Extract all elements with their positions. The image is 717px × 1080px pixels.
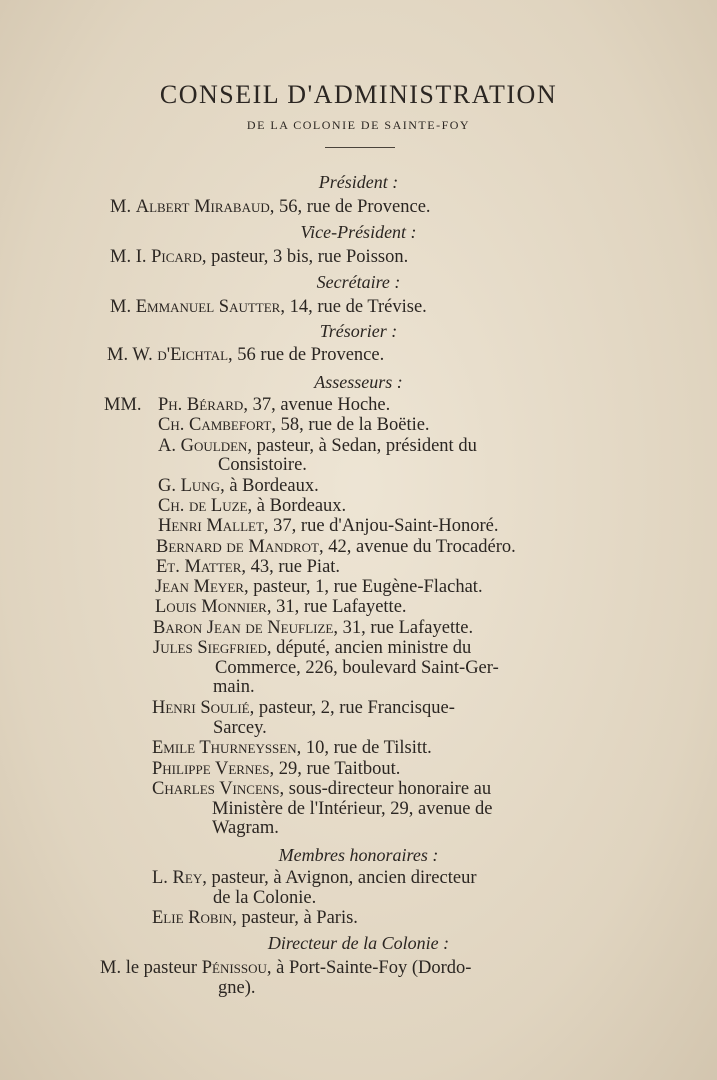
page-subtitle: DE LA COLONIE DE SAINTE-FOY bbox=[246, 118, 471, 132]
entry-name: Charles Vincens bbox=[152, 779, 280, 799]
entry-name: Jean Meyer bbox=[155, 577, 244, 597]
vice-president-heading: Vice-Président : bbox=[300, 222, 417, 242]
entry-rest: , à Bordeaux. bbox=[247, 496, 347, 516]
entry-name: Elie Robin bbox=[152, 908, 233, 928]
entry-name: L. Rey bbox=[152, 868, 203, 888]
entry-name: Ch. de Luze bbox=[158, 496, 248, 516]
title-divider bbox=[325, 147, 395, 148]
secretaire-entry bbox=[110, 297, 427, 317]
assesseur-entry bbox=[152, 738, 432, 758]
assesseur-entry bbox=[152, 779, 491, 799]
assesseur-entry bbox=[158, 415, 430, 435]
assesseur-entry bbox=[158, 496, 346, 516]
entry-rest: , pasteur, à Paris. bbox=[232, 908, 358, 928]
entry-name: G. Lung bbox=[158, 476, 221, 496]
entry-name: d'Eichtal bbox=[157, 345, 229, 365]
entry-rest: , à Port-Sainte-Foy (Dordo- bbox=[266, 958, 472, 978]
entry-continuation: gne). bbox=[218, 978, 256, 998]
entry-name: Philippe Vernes bbox=[152, 759, 270, 779]
entry-name: Albert Mirabaud bbox=[135, 197, 270, 217]
entry-continuation: de la Colonie. bbox=[213, 888, 317, 908]
entry-rest: , 37, rue d'Anjou-Saint-Honoré. bbox=[263, 516, 499, 536]
assesseur-entry bbox=[153, 638, 471, 658]
entry-name: Henri Soulié bbox=[152, 698, 250, 718]
tresorier-heading: Trésorier : bbox=[319, 321, 398, 341]
assesseur-entry bbox=[158, 516, 498, 536]
membres-honoraires-heading: Membres honoraires : bbox=[278, 845, 439, 865]
tresorier-entry bbox=[107, 345, 384, 365]
entry-rest: , pasteur, à Avignon, ancien directeur bbox=[202, 868, 477, 888]
president-heading: Président : bbox=[318, 172, 399, 192]
entry-continuation: Commerce, 226, boulevard Saint-Ger- bbox=[215, 658, 499, 678]
entry-rest: , 31, rue Lafayette. bbox=[266, 597, 407, 617]
entry-rest: , pasteur, 1, rue Eugène-Flachat. bbox=[243, 577, 483, 597]
entry-rest: , 29, rue Taitbout. bbox=[269, 759, 401, 779]
entry-rest: , pasteur, 3 bis, rue Poisson. bbox=[201, 247, 409, 267]
honoraire-entry bbox=[152, 868, 477, 888]
entry-rest: , à Bordeaux. bbox=[220, 476, 319, 496]
entry-name: Et. Matter bbox=[156, 557, 242, 577]
entry-name: Ch. Cambefort bbox=[158, 415, 272, 435]
entry-rest: , député, ancien ministre du bbox=[266, 638, 472, 658]
entry-rest: , pasteur, 2, rue Francisque- bbox=[249, 698, 455, 718]
assesseur-entry bbox=[158, 436, 594, 456]
entry-name: Louis Monnier bbox=[155, 597, 267, 617]
assesseur-entry bbox=[158, 395, 390, 415]
president-entry bbox=[110, 197, 431, 217]
vice-president-entry bbox=[110, 247, 408, 267]
assesseur-entry bbox=[155, 577, 483, 597]
entry-rest: , pasteur, à Sedan, président du bbox=[247, 436, 477, 456]
entry-prefix: M. bbox=[110, 197, 132, 217]
assesseur-entry bbox=[158, 476, 319, 496]
assesseur-entry bbox=[155, 597, 407, 617]
entry-name: Baron Jean de Neuflize bbox=[153, 618, 334, 638]
entry-name: Emmanuel Sautter bbox=[135, 297, 281, 317]
entry-prefix: M. bbox=[110, 297, 132, 317]
assesseurs-heading: Assesseurs : bbox=[314, 372, 403, 392]
entry-name: Ph. Bérard bbox=[158, 395, 244, 415]
assesseur-entry bbox=[156, 537, 516, 557]
entry-name: Emile Thurneyssen bbox=[152, 738, 297, 758]
assesseurs-prefix: MM. bbox=[104, 395, 142, 415]
entry-rest: , 31, rue Lafayette. bbox=[333, 618, 474, 638]
entry-name: Picard bbox=[151, 247, 202, 267]
entry-prefix: M. le pasteur bbox=[100, 958, 198, 978]
entry-continuation: Sarcey. bbox=[213, 718, 267, 738]
page-title: CONSEIL D'ADMINISTRATION bbox=[159, 80, 558, 109]
assesseur-entry bbox=[156, 557, 340, 577]
entry-rest: , 43, rue Piat. bbox=[241, 557, 341, 577]
directeur-entry bbox=[100, 958, 471, 978]
entry-rest: , 56, rue de Provence. bbox=[269, 197, 431, 217]
directeur-heading: Directeur de la Colonie : bbox=[267, 933, 450, 953]
entry-name: Pénissou bbox=[201, 958, 267, 978]
entry-name: Henri Mallet bbox=[158, 516, 264, 536]
entry-rest: , 14, rue de Trévise. bbox=[280, 297, 427, 317]
entry-continuation: Ministère de l'Intérieur, 29, avenue de bbox=[212, 799, 493, 819]
entry-rest: , 58, rue de la Boëtie. bbox=[271, 415, 430, 435]
entry-rest: , 37, avenue Hoche. bbox=[243, 395, 391, 415]
secretaire-heading: Secrétaire : bbox=[316, 272, 401, 292]
entry-prefix: M. I. bbox=[110, 247, 147, 267]
entry-rest: , 10, rue de Tilsitt. bbox=[296, 738, 432, 758]
entry-rest: , sous-directeur honoraire au bbox=[279, 779, 492, 799]
entry-rest: , 56 rue de Provence. bbox=[228, 345, 385, 365]
entry-name: A. Goulden bbox=[158, 436, 248, 456]
entry-continuation: main. bbox=[213, 677, 255, 697]
honoraire-entry bbox=[152, 908, 358, 928]
entry-name: Bernard de Mandrot bbox=[156, 537, 319, 557]
entry-continuation: Consistoire. bbox=[218, 455, 307, 475]
assesseur-entry bbox=[153, 618, 473, 638]
assesseur-entry bbox=[152, 759, 400, 779]
assesseur-entry bbox=[152, 698, 455, 718]
entry-rest: , 42, avenue du Trocadéro. bbox=[318, 537, 516, 557]
entry-prefix: M. W. bbox=[107, 345, 153, 365]
entry-name: Jules Siegfried bbox=[153, 638, 267, 658]
entry-continuation: Wagram. bbox=[212, 818, 279, 838]
